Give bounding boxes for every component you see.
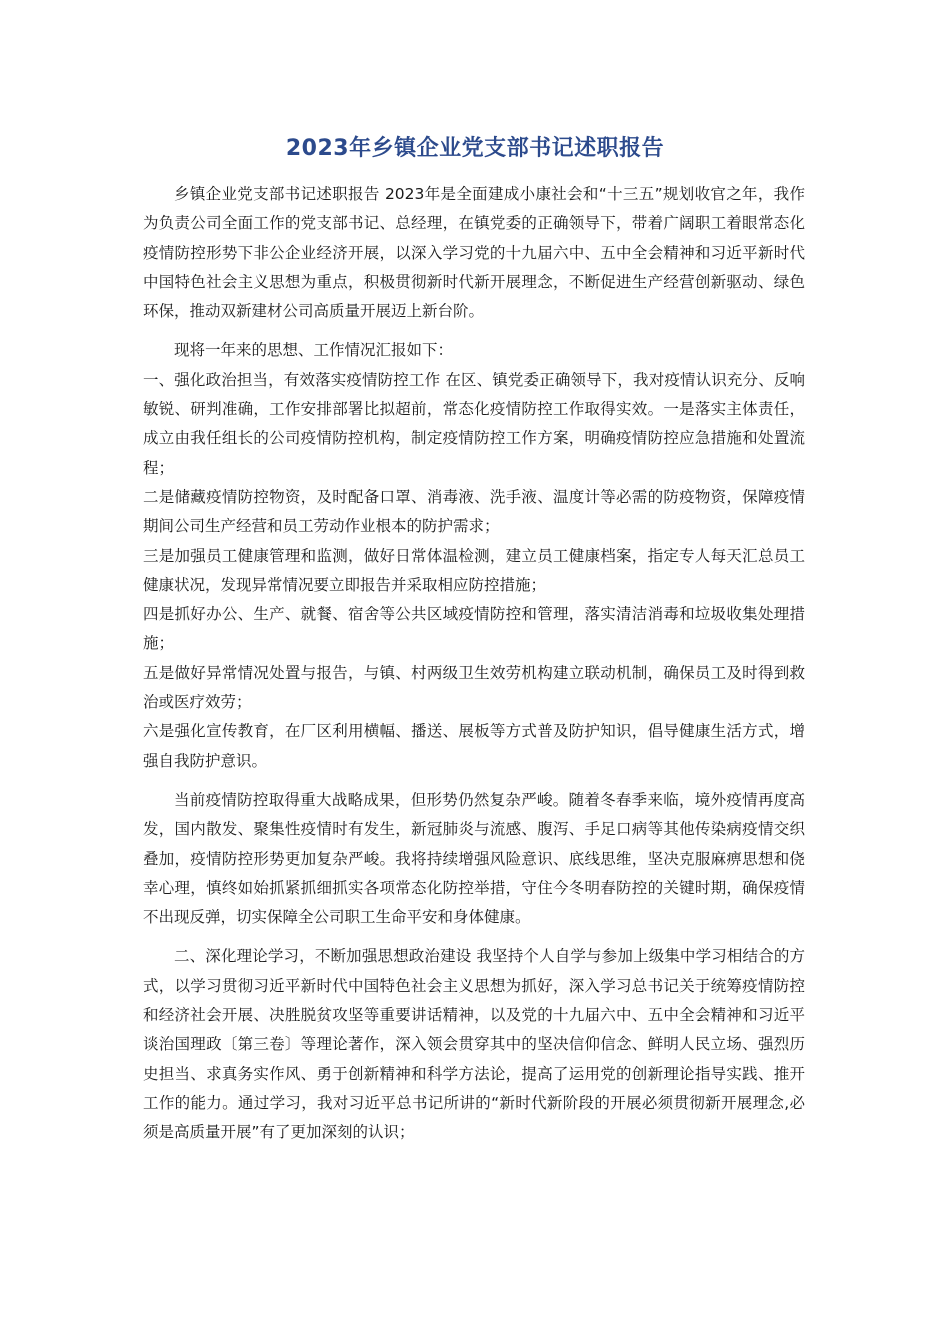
report-lead-paragraph: 现将一年来的思想、工作情况汇报如下： [174,341,454,360]
measure-three-paragraph: 三是加强员工健康管理和监测，做好日常体温检测，建立员工健康档案，指定专人每天汇总员工健康状况，发现异常情况要立即报告并采取相应防控措施； [143,546,805,594]
measure-four-paragraph: 四是抓好办公、生产、就餐、宿舍等公共区域疫情防控和管理，落实清洁消毒和垃圾收集处理措施； [143,605,805,653]
measure-six-paragraph: 六是强化宣传教育，在厂区利用横幅、播送、展板等方式普及防护知识，倡导健康生活方式，增强自我防护意识。 [143,722,805,770]
measure-two-paragraph: 二是储藏疫情防控物资，及时配备口罩、消毒液、洗手液、温度计等必需的防疫物资，保障疫情期间公司生产经营和员工劳动作业根本的防护需求； [143,487,805,536]
document-body [143,180,805,1148]
measure-five-paragraph: 五是做好异常情况处置与报告，与镇、村两级卫生效劳机构建立联动机制，确保员工及时得到救治或医疗效劳； [143,663,805,712]
section-two-paragraph: 二、深化理论学习，不断加强思想政治建设 我坚持个人自学与参加上级集中学习相结合的方式，以学习贯彻习近平新时代中国特色社会主义思想为抓好，深入学习总书记关于统筹疫情防控和经济社会开展、决胜脱贫攻坚等重要讲话精神，以及党的十九届六中、五中全会精神和习近平谈治国理政〔第三卷〕等理论著作，深入领会贯穿其中的坚决信仰信念、鲜明人民立场、强烈历史担当、求真务实作风、勇于创新精神和科学方法论，提高了运用党的创新理论指导实践、推开工作的能力。通过学习，我对习近平总书记所讲的“新时代新阶段的开展必须贯彻新开展理念,必须是高质量开展”有了更加深刻的认识； [143,947,805,1142]
situation-paragraph: 当前疫情防控取得重大战略成果，但形势仍然复杂严峻。随着冬春季来临，境外疫情再度高发，国内散发、聚集性疫情时有发生，新冠肺炎与流感、腹泻、手足口病等其他传染病疫情交织叠加，疫情防控形势更加复杂严峻。我将持续增强风险意识、底线思维，坚决克服麻痹思想和侥幸心理，慎终如始抓紧抓细抓实各项常态化防控举措，守住今冬明春防控的关键时期，确保疫情不出现反弹，切实保障全公司职工生命平安和身体健康。 [143,790,805,927]
intro-paragraph: 乡镇企业党支部书记述职报告 2023年是全面建成小康社会和“十三五”规划收官之年，我作为负责公司全面工作的党支部书记、总经理，在镇党委的正确领导下，带着广阔职工着眼常态化疫情防控形势下非公企业经济开展，以深入学习党的十九届六中、五中全会精神和习近平新时代中国特色社会主义思想为重点，积极贯彻新时代新开展理念，不断促进生产经营创新驱动、绿色环保，推动双新建材公司高质量开展迈上新台阶。 [143,185,805,321]
section-one-paragraph: 一、强化政治担当，有效落实疫情防控工作 在区、镇党委正确领导下，我对疫情认识充分、反响敏锐、研判准确，工作安排部署比拟超前，常态化疫情防控工作取得实效。一是落实主体责任，成立由我任组长的公司疫情防控机构，制定疫情防控工作方案，明确疫情防控应急措施和处置流程； [143,370,805,477]
document-title: 2023年乡镇企业党支部书记述职报告 [285,136,665,161]
